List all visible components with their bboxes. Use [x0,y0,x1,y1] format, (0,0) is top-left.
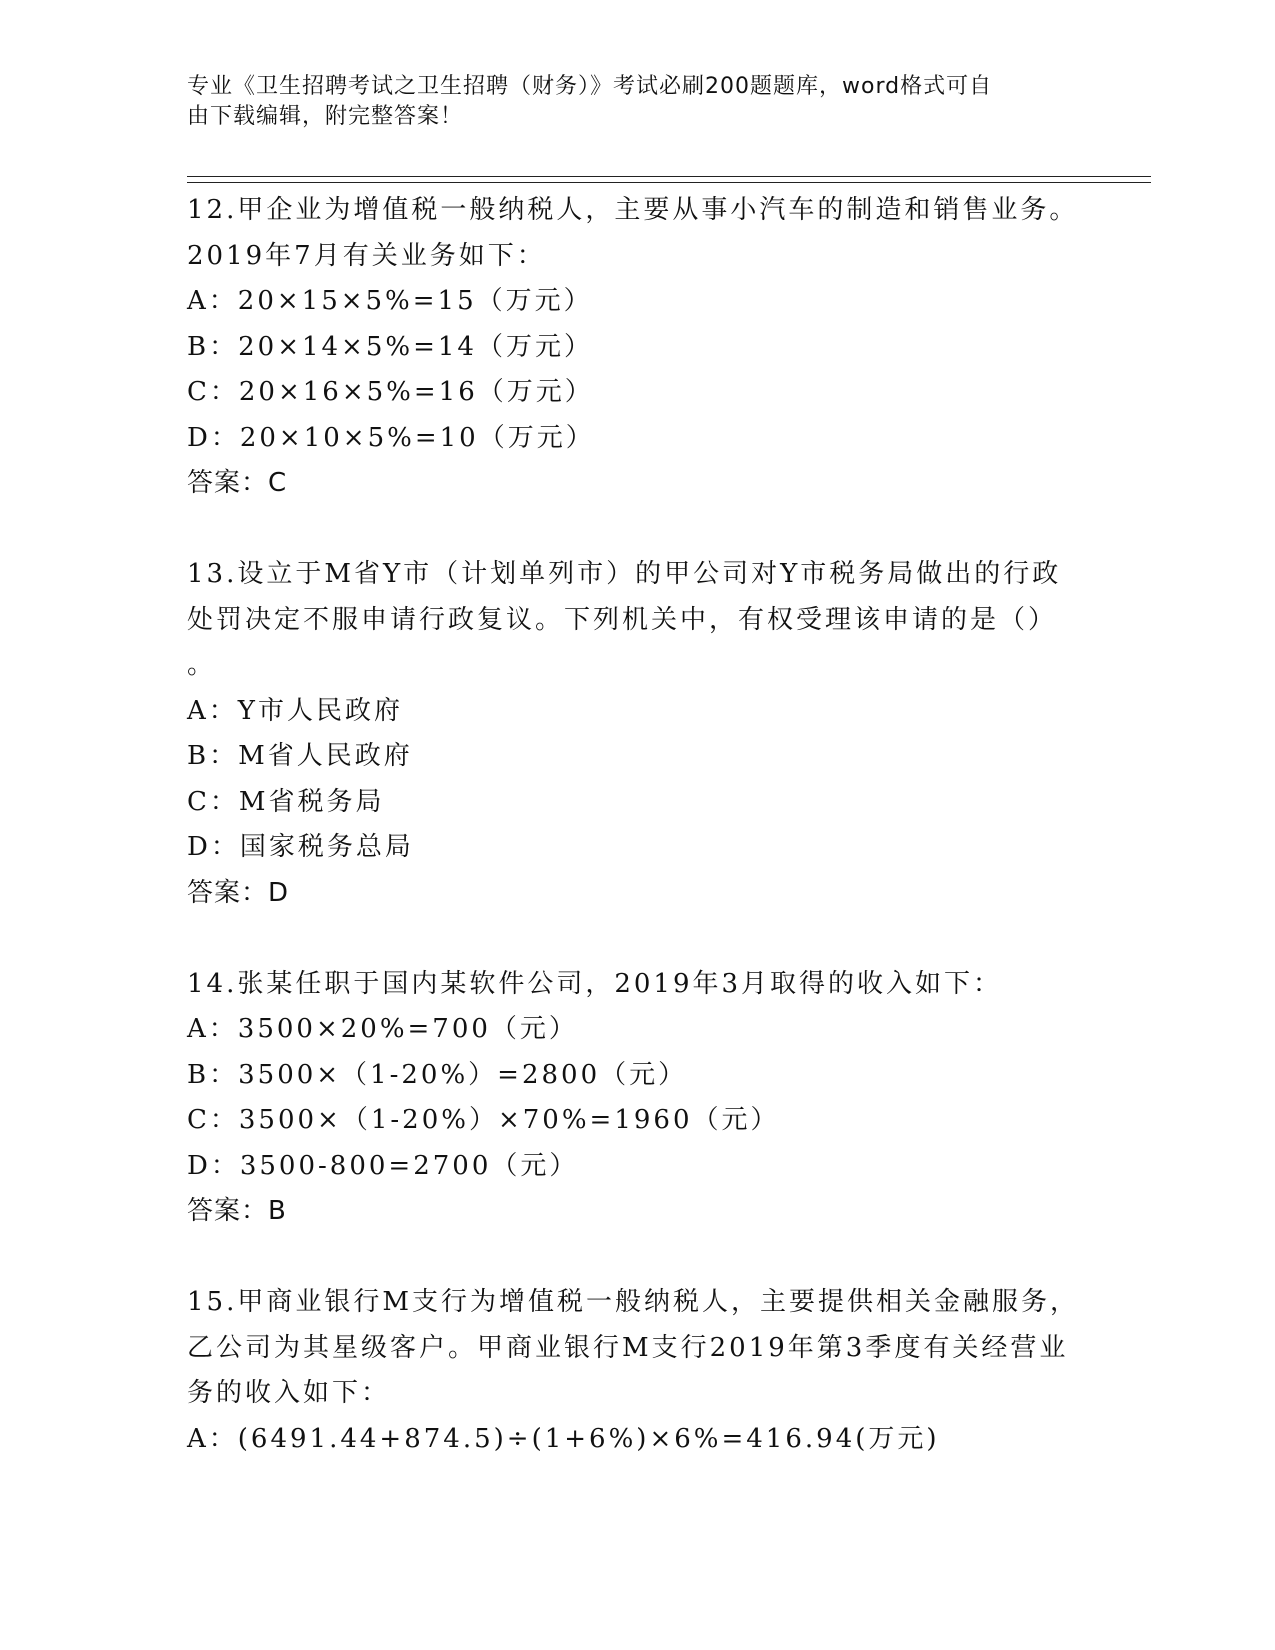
question-text-line: 14.张某任职于国内某软件公司，2019年3月取得的收入如下： [187,968,1003,999]
option-a: A：Y市人民政府 [187,695,403,726]
question-text-line: 处罚决定不服申请行政复议。下列机关中，有权受理该申请的是（） [187,604,1058,635]
option-a: A：20×15×5%=15（万元） [187,286,593,316]
question-spacer [187,507,1087,553]
header-title-line-2: 由下载编辑，附完整答案！ [187,104,464,129]
question-spacer [187,1235,1087,1281]
option-d: D：20×10×5%=10（万元） [187,422,595,453]
answer-text: 答案：D [187,877,290,908]
header-divider-bottom [187,182,1151,183]
question-12 [187,188,1087,507]
header-divider-top [187,176,1151,177]
question-list [187,188,1087,1462]
question-text-line: 2019年7月有关业务如下： [187,240,546,271]
question-text-line: 。 [187,650,217,680]
option-b: B：M省人民政府 [187,741,413,771]
question-15 [187,1280,1087,1462]
question-text-line: 15.甲商业银行M支行为增值税一般纳税人，主要提供相关金融服务， [187,1287,1079,1317]
header-title-line-1: 专业《卫生招聘考试之卫生招聘（财务）》考试必刷200题题库，word格式可自 [187,74,993,99]
answer-text: 答案：B [187,1196,287,1226]
question-text-line: 乙公司为其星级客户。甲商业银行M支行2019年第3季度有关经营业 [187,1332,1069,1363]
document-header [187,72,1067,132]
option-c: C：M省税务局 [187,786,385,817]
option-a: A：(6491.44+874.5)÷(1+6%)×6%=416.94(万元) [187,1423,940,1454]
question-13 [187,552,1087,916]
answer-text: 答案：C [187,468,288,498]
option-a: A：3500×20%=700（元） [187,1014,578,1044]
option-b: B：3500×（1-20%）=2800（元） [187,1059,688,1090]
question-text-line: 务的收入如下： [187,1378,391,1408]
question-spacer [187,916,1087,962]
option-c: C：3500×（1-20%）×70%=1960（元） [187,1105,780,1135]
option-c: C：20×16×5%=16（万元） [187,377,594,407]
question-14 [187,962,1087,1235]
question-text-line: 12.甲企业为增值税一般纳税人，主要从事小汽车的制造和销售业务。 [187,195,1079,225]
option-d: D：国家税务总局 [187,832,414,862]
option-d: D：3500-800=2700（元） [187,1150,579,1181]
question-text-line: 13.设立于M省Y市（计划单列市）的甲公司对Y市税务局做出的行政 [187,559,1062,589]
option-b: B：20×14×5%=14（万元） [187,331,593,362]
